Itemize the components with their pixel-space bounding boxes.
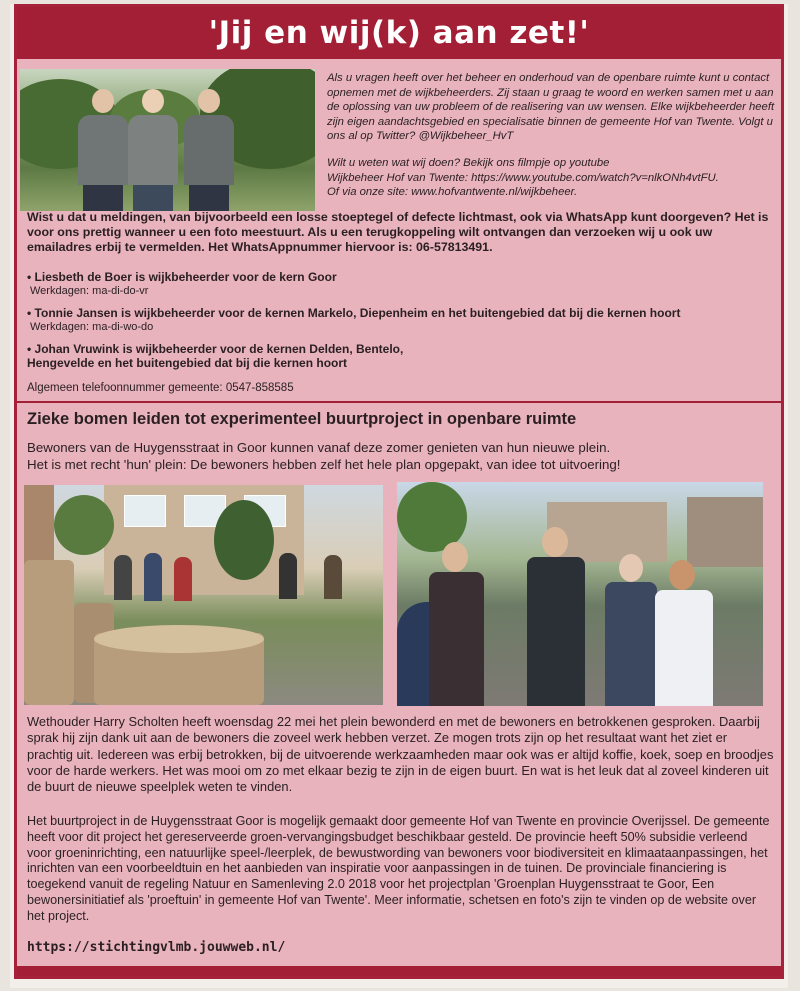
article-body-1 — [27, 714, 775, 795]
manager-name: • Johan Vruwink is wijkbeheerder voor de kernen Delden, Bentelo, Hengevelde en het buitengebied dat bij die kernen hoort — [27, 342, 457, 370]
banner-title: 'Jij en wij(k) aan zet!' — [17, 7, 781, 59]
intro-paragraph: Als u vragen heeft over het beheer en onderhoud van de openbare ruimte kunt u contact opnemen met de wijkbeheerders. Zij staan u graag te woord en werken samen met u aan de oplossing van uw probleem of de realisering van uw wensen. Elke wijkbeheerder heeft zijn eigen aandachtsgebied en specialisatie binnen de gemeente Hof van Twente. Volgt u ons al op Twitter? @Wijkbeheer_HvT — [327, 72, 775, 143]
article-headline: Zieke bomen leiden tot experimenteel buurtproject in openbare ruimte — [27, 410, 577, 428]
tree-stumps-photo — [24, 485, 383, 705]
project-website-link[interactable]: https://stichtingvlmb.jouwweb.nl/ — [27, 940, 286, 955]
manager-name: • Tonnie Jansen is wijkbeheerder voor de kernen Markelo, Diepenheim en het buitengebied dat bij die kernen hoort — [27, 306, 772, 320]
intro-text — [327, 71, 775, 200]
manager-list — [27, 270, 772, 378]
body-paragraph: Wethouder Harry Scholten heeft woensdag 22 mei het plein bewonderd en met de bewoners en betrokkenen gesproken. Daarbij sprak hij zijn dank uit aan de bewoners die zoveel werk hebben verzet. Ze mogen trots zijn op het resultaat want het ziet er prachtig uit. Iedereen was erbij betrokken, bij de uitvoerende werkzaamheden maar ook was er altijd koffie, koek, soep en broodjes voor de harde werkers. Het was mooi om zo met elkaar bezig te zijn in de eigen buurt. En wat is het leuk dat al zoveel kinderen uit de buurt de nieuwe speelplek weten te vinden. — [27, 714, 774, 795]
body-paragraph: Het buurtproject in de Huygensstraat Goor is mogelijk gemaakt door gemeente Hof van Twente en provincie Overijssel. De gemeente heeft voor dit project het gereserveerde groen-vervangingsbudget beschikbaar gesteld. De provincie heeft 50% subsidie verleend voor groeninrichting, een natuurlijke speel-/leerplek, de bewustwording van bewoners voor biodiversiteit en klimaataanpassingen, het inrichten van een voorbeeldtuin en het aanbieden van inspiratie voor aanpassingen in de tuinen. De provinciale financiering is toegekend vanuit de regeling Natuur en Samenleving 2.0 2018 voor het projectplan 'Groenplan Huygensstraat te Goor, Een bewonersinitiatief als 'proeftuin' in gemeente Hof van Twente'. Meer informatie, schetsen en foto's zijn te vinden op de website over het project. — [27, 814, 770, 923]
list-item — [27, 306, 772, 334]
manager-workdays: Werkdagen: ma-di-do-vr — [30, 285, 149, 297]
list-item — [27, 270, 772, 298]
article-body-2 — [27, 814, 775, 925]
article-lede — [27, 439, 772, 473]
lede-line: Het is met recht 'hun' plein: De bewoners hebben zelf het hele plan opgepakt, van idee tot uitvoering! — [27, 457, 621, 472]
manager-name: • Liesbeth de Boer is wijkbeheerder voor de kern Goor — [27, 270, 772, 284]
residents-photo — [397, 482, 763, 706]
phone-number: Algemeen telefoonnummer gemeente: 0547-858585 — [27, 382, 294, 394]
wijkbeheerders-photo — [20, 69, 315, 211]
video-link[interactable]: Wijkbeheer Hof van Twente: https://www.youtube.com/watch?v=nlkONh4vtFU. — [327, 171, 719, 184]
lede-line: Bewoners van de Huygensstraat in Goor kunnen vanaf deze zomer genieten van hun nieuwe plein. — [27, 440, 611, 455]
site-link[interactable]: Of via onze site: www.hofvantwente.nl/wijkbeheer. — [327, 186, 578, 199]
bottom-bar — [17, 966, 781, 976]
whatsapp-notice: Wist u dat u meldingen, van bijvoorbeeld een losse stoeptegel of defecte lichtmast, ook via WhatsApp kunt doorgeven? Het is voor ons prettig wanneer u een foto meestuurt. Als u een terugkoppeling wilt ontvangen dan verzoeken wij u ook uw emailadres erbij te vermelden. Het WhatsAppnummer hiervoor is: 06-57813491. — [27, 210, 769, 254]
list-item — [27, 342, 772, 370]
article-panel — [14, 4, 784, 979]
manager-workdays: Werkdagen: ma-di-wo-do — [30, 321, 154, 333]
video-line: Wilt u weten wat wij doen? Bekijk ons filmpje op youtube — [327, 156, 610, 169]
section-divider — [17, 401, 781, 403]
